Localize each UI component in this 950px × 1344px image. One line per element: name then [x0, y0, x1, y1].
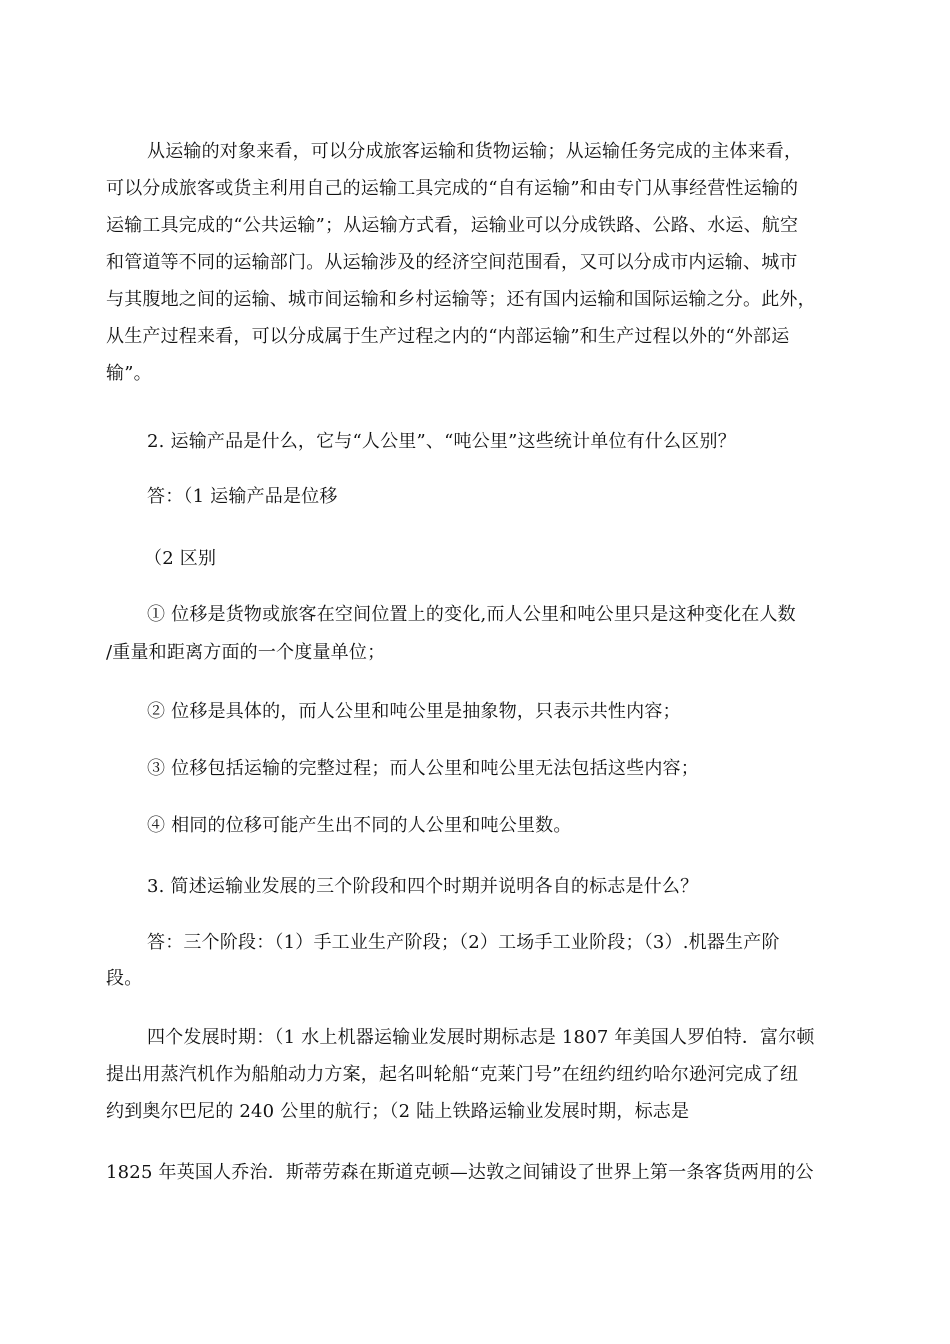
paragraph-line: 从运输的对象来看，可以分成旅客运输和货物运输；从运输任务完成的主体来看， [147, 141, 803, 162]
paragraph-line: 输”。 [106, 363, 152, 384]
paragraph-line: 提出用蒸汽机作为船舶动力方案，起名叫轮船“克莱门号”在纽约纽约哈尔逊河完成了纽 [106, 1064, 799, 1085]
list-item: ② 位移是具体的，而人公里和吨公里是抽象物，只表示共性内容； [147, 701, 681, 722]
paragraph-line: 与其腹地之间的运输、城市间运输和乡村运输等；还有国内运输和国际运输之分。此外， [106, 289, 816, 310]
paragraph-line: 从生产过程来看，可以分成属于生产过程之内的“内部运输”和生产过程以外的“外部运 [106, 326, 790, 347]
question-heading: 3. 简述运输业发展的三个阶段和四个时期并说明各自的标志是什么？ [147, 876, 699, 897]
paragraph-line: 约到奥尔巴尼的 240 公里的航行；（2 陆上铁路运输业发展时期，标志是 [106, 1101, 690, 1122]
answer-line: 答：三个阶段：（1）手工业生产阶段；（2）工场手工业阶段；（3）.机器生产阶 [147, 932, 780, 953]
answer-line: 答：（1 运输产品是位移 [147, 486, 338, 507]
list-item: ③ 位移包括运输的完整过程；而人公里和吨公里无法包括这些内容； [147, 758, 699, 779]
paragraph-line: 可以分成旅客或货主利用自己的运输工具完成的“自有运输”和由专门从事经营性运输的 [106, 178, 799, 199]
paragraph-line: 和管道等不同的运输部门。从运输涉及的经济空间范围看，又可以分成市内运输、城市 [106, 252, 798, 273]
answer-line: 段。 [106, 968, 143, 989]
paragraph-line: 四个发展时期：（1 水上机器运输业发展时期标志是 1807 年美国人罗伯特．富尔顿 [147, 1027, 815, 1048]
list-item: ① 位移是货物或旅客在空间位置上的变化,而人公里和吨公里只是这种变化在人数 [147, 604, 796, 625]
answer-line: （2 区别 [144, 548, 217, 569]
list-item-continuation: /重量和距离方面的一个度量单位； [106, 642, 386, 663]
paragraph-line: 运输工具完成的“公共运输”；从运输方式看，运输业可以分成铁路、公路、水运、航空 [106, 215, 799, 236]
question-heading: 2. 运输产品是什么，它与“人公里”、“吨公里”这些统计单位有什么区别？ [147, 431, 736, 452]
paragraph-line: 1825 年英国人乔治．斯蒂劳森在斯道克顿—达敦之间铺设了世界上第一条客货两用的公 [106, 1162, 814, 1183]
list-item: ④ 相同的位移可能产生出不同的人公里和吨公里数。 [147, 815, 572, 836]
